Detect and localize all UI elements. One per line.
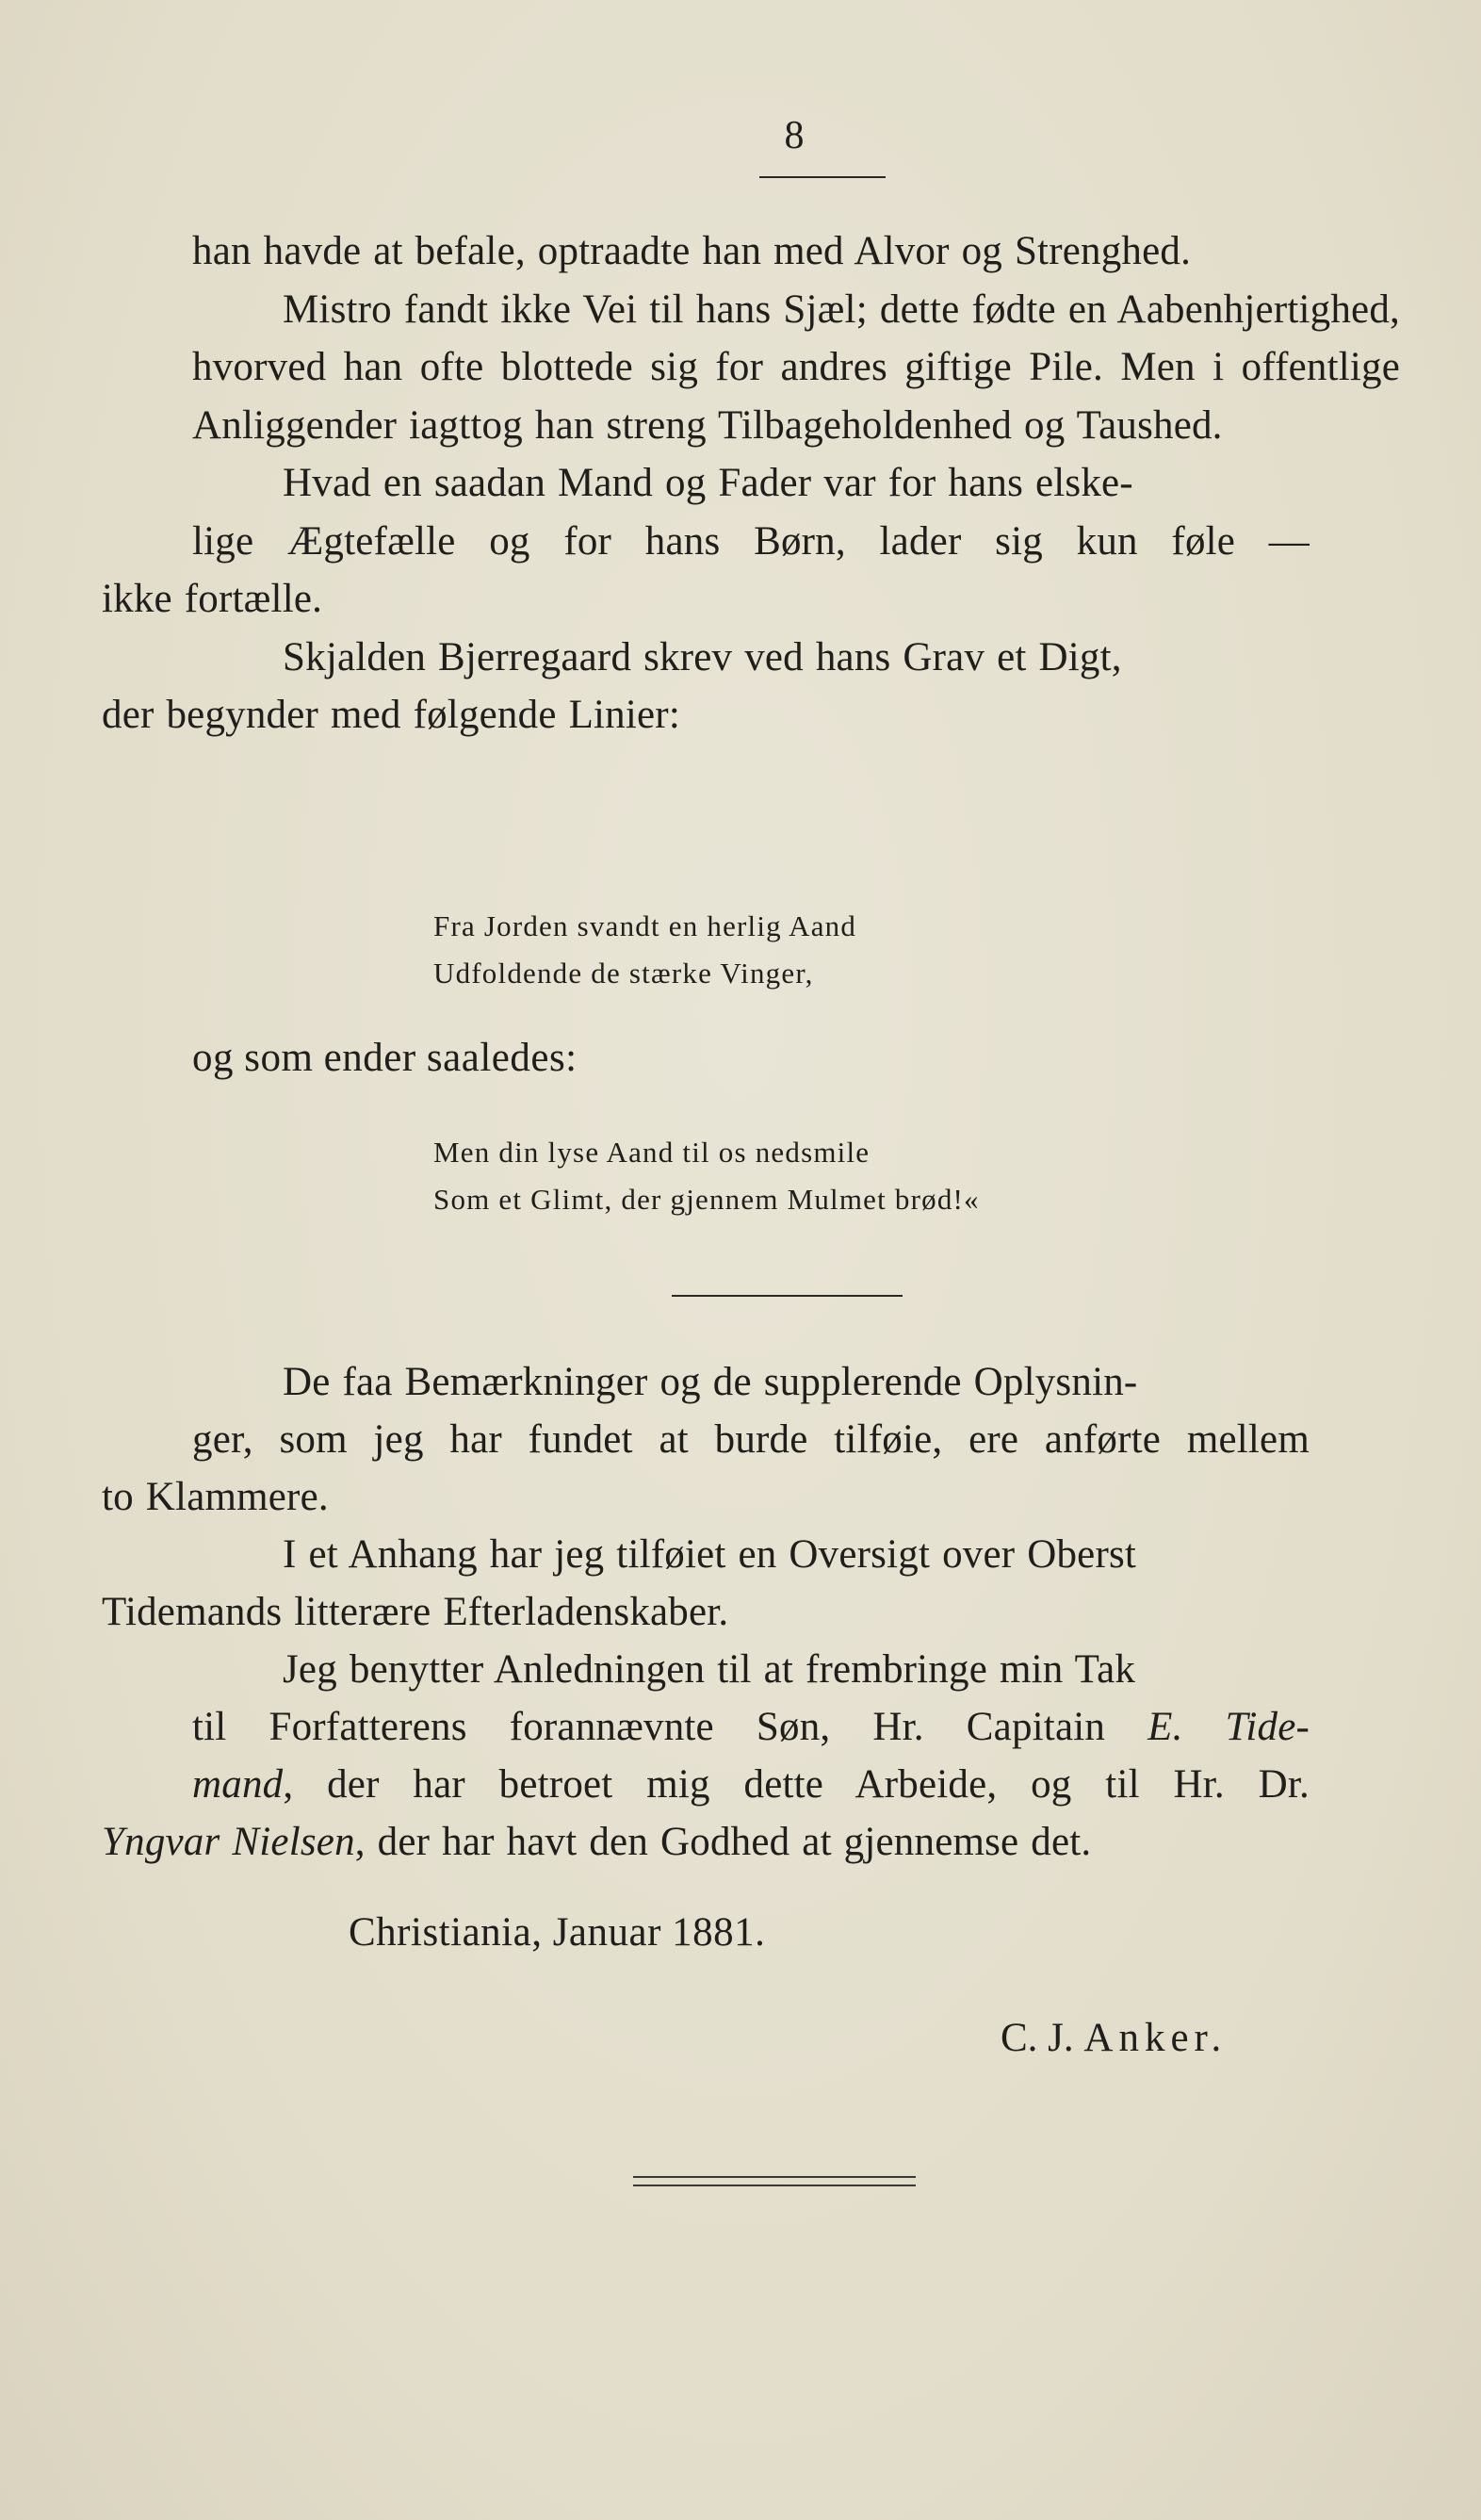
paragraph-6-line-1: I et Anhang har jeg tilføiet en Oversigt over Oberst bbox=[283, 1532, 1137, 1577]
paragraph-7-line-3-text: , der har betroet mig dette Arbeide, og til Hr. Dr. bbox=[283, 1762, 1310, 1807]
paragraph-5-line-2: ger, som jeg har fundet at burde tilføie, ere anførte mellem bbox=[192, 1417, 1310, 1462]
paragraph-3 bbox=[102, 454, 1400, 629]
signature-surname: Anker. bbox=[1083, 2016, 1228, 2060]
verse-2-lead-in: og som ender saaledes: bbox=[192, 1036, 578, 1080]
header-rule bbox=[759, 176, 886, 178]
paragraph-7-line-2-text: til Forfatterens forannævnte Søn, Hr. Capitain bbox=[192, 1705, 1148, 1749]
signature-initials: C. J. bbox=[1001, 2016, 1084, 2060]
paragraph-7-line-2 bbox=[102, 1698, 1310, 1756]
paragraph-5-line-1: De faa Bemærkninger og de supplerende Oplysnin- bbox=[283, 1360, 1138, 1404]
end-rule-lower bbox=[633, 2185, 916, 2186]
verse-1-line-1: Fra Jorden svandt en herlig Aand bbox=[433, 909, 857, 942]
verse-2-line-1: Men din lyse Aand til os nedsmile bbox=[433, 1136, 871, 1169]
body-text-upper bbox=[102, 222, 1400, 745]
paragraph-3-line-2: lige Ægtefælle og for hans Børn, lader sig kun føle — bbox=[192, 518, 1310, 564]
paragraph-6-line-2: Tidemands litterære Efterladenskaber. bbox=[102, 1590, 729, 1634]
page-number: 8 bbox=[784, 114, 805, 157]
paragraph-1: han havde at befale, optraadte han med Alvor og Strenghed. bbox=[192, 229, 1192, 273]
name-yngvar-nielsen: Yngvar Nielsen bbox=[102, 1820, 355, 1864]
paragraph-7 bbox=[102, 1641, 1400, 1871]
verse-quote-1 bbox=[433, 903, 1375, 997]
paragraph-2: Mistro fandt ikke Vei til hans Sjæl; dette fødte en Aabenhjertighed, hvorved han ofte blottede sig for andres giftige Pile. Men i offentlige Anliggender iagttog han streng Tilbageholdenhed og Taushed. bbox=[192, 286, 1400, 448]
end-rule-upper bbox=[633, 2176, 916, 2178]
paragraph-5 bbox=[102, 1353, 1400, 1526]
place-and-date: Christiania, Januar 1881. bbox=[349, 1910, 766, 1955]
verse-1-line-2: Udfoldende de stærke Vinger, bbox=[433, 957, 814, 990]
paragraph-5-line-3: to Klammere. bbox=[102, 1475, 329, 1519]
verse-2-line-2: Som et Glimt, der gjennem Mulmet brød!« bbox=[433, 1183, 980, 1216]
paragraph-7-line-4-text: , der har havt den Godhed at gjennemse det. bbox=[354, 1820, 1092, 1864]
paragraph-7-line-4 bbox=[102, 1820, 1091, 1864]
verse-quote-2 bbox=[433, 1129, 1375, 1223]
paragraph-4-line-2: der begynder med følgende Linier: bbox=[102, 693, 680, 737]
paragraph-3-line-1: Hvad en saadan Mand og Fader var for hans elske- bbox=[283, 461, 1133, 505]
body-text-lower bbox=[102, 1353, 1400, 1871]
paragraph-7-line-3 bbox=[102, 1756, 1310, 1813]
paragraph-4 bbox=[102, 629, 1400, 745]
paragraph-6 bbox=[102, 1526, 1400, 1641]
paragraph-3-line-3: ikke fortælle. bbox=[102, 577, 323, 621]
signature bbox=[1001, 2015, 1227, 2061]
name-e-tidemand-part-1: E. Tide- bbox=[1147, 1705, 1310, 1749]
name-e-tidemand-part-2: mand bbox=[192, 1762, 284, 1807]
paragraph-7-line-1: Jeg benytter Anledningen til at frembringe min Tak bbox=[283, 1647, 1136, 1692]
paragraph-4-line-1: Skjalden Bjerregaard skrev ved hans Grav et Digt, bbox=[283, 634, 1122, 679]
section-divider bbox=[672, 1295, 903, 1297]
